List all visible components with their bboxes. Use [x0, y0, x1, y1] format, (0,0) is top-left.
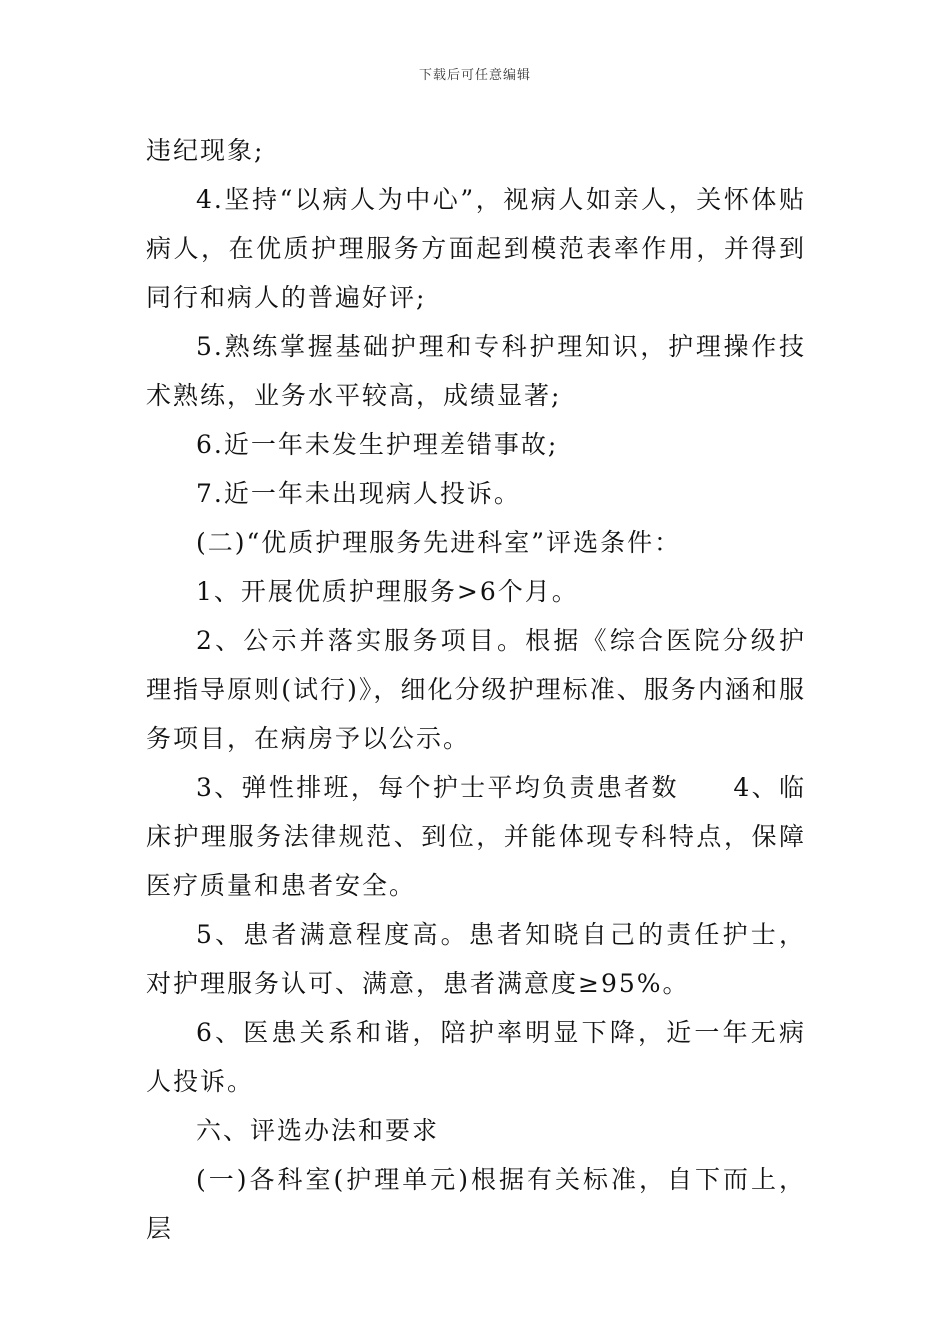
paragraph-item-4: 4.坚持“以病人为中心”，视病人如亲人，关怀体贴病人，在优质护理服务方面起到模范表率作用，并得到同行和病人的普遍好评;	[146, 185, 806, 312]
paragraph-item-5: 5.熟练掌握基础护理和专科护理知识，护理操作技术熟练，业务水平较高，成绩显著;	[146, 332, 806, 410]
document-body	[146, 126, 806, 1253]
paragraph-continuation: 违纪现象;	[146, 136, 265, 165]
paragraph-dept-item-5: 5、患者满意程度高。患者知晓自己的责任护士，对护理服务认可、满意，患者满意度≥95%。	[146, 920, 806, 998]
paragraph-item-7: 7.近一年未出现病人投诉。	[196, 479, 521, 508]
paragraph-method-1: (一)各科室(护理单元)根据有关标准，自下而上，层	[146, 1165, 806, 1243]
paragraph-dept-item-2: 2、公示并落实服务项目。根据《综合医院分级护理指导原则(试行)》，细化分级护理标准、服务内涵和服务项目，在病房予以公示。	[146, 626, 806, 753]
section-heading-six: 六、评选办法和要求	[196, 1116, 440, 1145]
paragraph-dept-item-3-4: 3、弹性排班，每个护士平均负责患者数 4、临床护理服务法律规范、到位，并能体现专科特点，保障医疗质量和患者安全。	[146, 773, 806, 900]
paragraph-dept-item-1: 1、开展优质护理服务>6个月。	[196, 577, 579, 606]
paragraph-item-6: 6.近一年未发生护理差错事故;	[196, 430, 559, 459]
paragraph-dept-item-6: 6、医患关系和谐，陪护率明显下降，近一年无病人投诉。	[146, 1018, 806, 1096]
page-header: 下载后可任意编辑	[418, 68, 531, 83]
section-heading-dept-criteria: (二)“优质护理服务先进科室”评选条件：	[196, 528, 682, 557]
